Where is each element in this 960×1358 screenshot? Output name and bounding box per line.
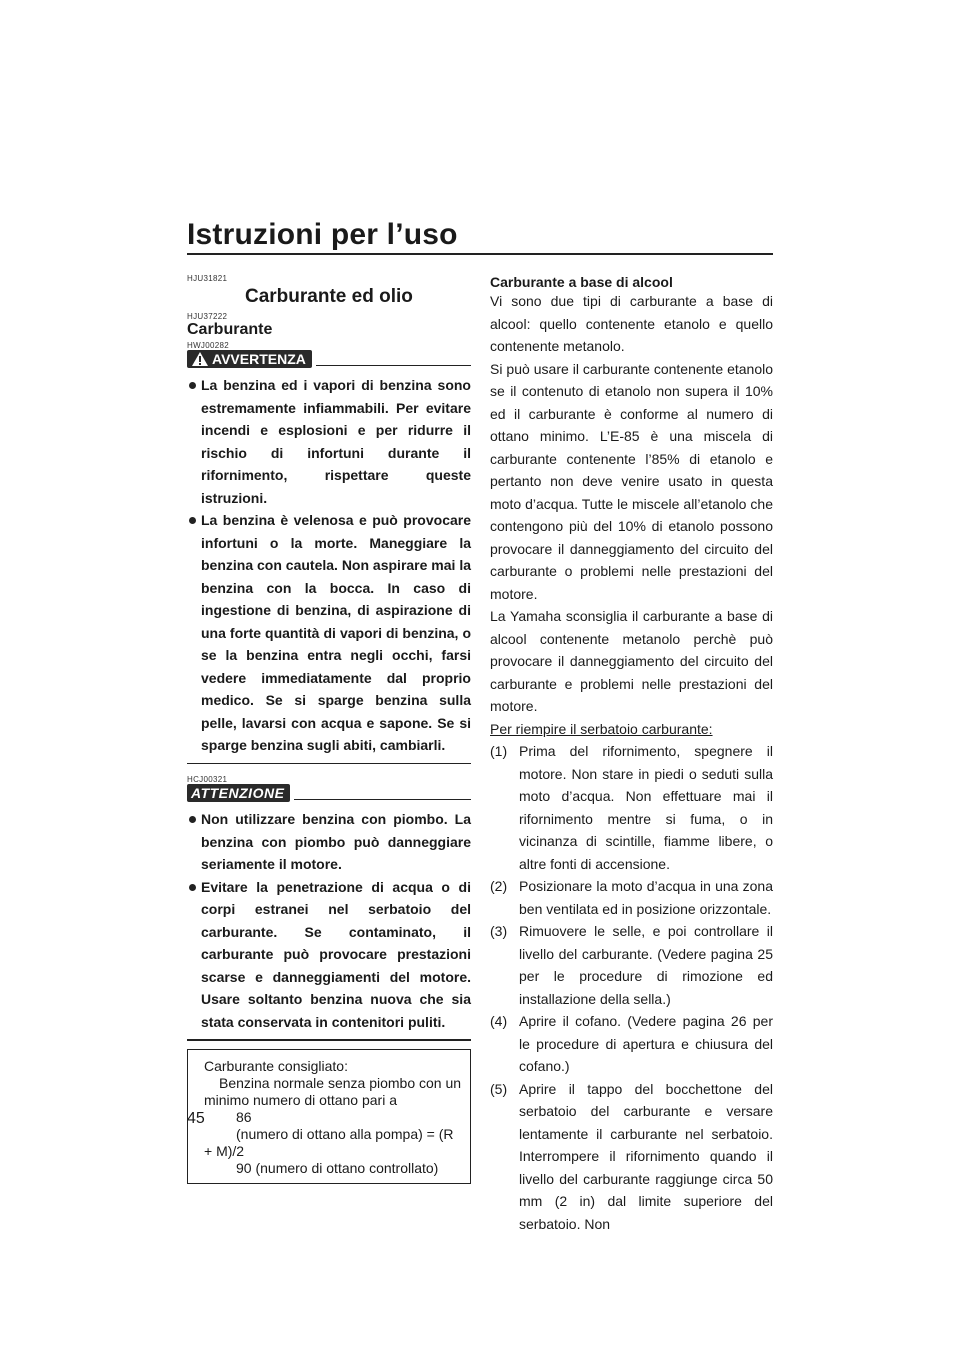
step-number: (5) <box>490 1080 508 1097</box>
step-item <box>490 920 773 1010</box>
section-code: HJU31821 <box>187 274 228 283</box>
step-item <box>490 740 773 875</box>
paragraph: Si può usare il carburante contenente etanolo se il contenuto di etanolo non supera il 10% ed il carburante è conforme al numero di ottano minimo. L’E-85 è una miscela di carburante contenente l’85% di etanolo e pertanto non deve venire usato in questa moto d’acqua. Tutte le miscele all’etanolo che contengono più del 10% di etanolo possono provocare il danneggiamento del circuito del carburante o problemi nelle prestazioni del motore. <box>490 360 773 602</box>
step-text: Aprire il tappo del bocchettone del serbatoio del carburante e versare lentamente il carburante nel serbatoio. Interrompere il rifornimento quando il livello del carburante raggiunge circa 50 mm (2 in) dal limite superiore del serbatoio. Non <box>519 1080 773 1232</box>
fuel-spec-box <box>187 1049 471 1184</box>
header-rule <box>187 253 773 255</box>
fill-tank-heading: Per riempire il serbatoio carburante: <box>490 720 713 737</box>
step-number: (4) <box>490 1013 508 1029</box>
caution-list <box>187 808 471 1033</box>
page-number: 45 <box>187 1110 205 1127</box>
step-text: Aprire il cofano. (Vedere pagina 26 per le procedure di apertura e chiusura del cofano.) <box>519 1013 773 1074</box>
step-number: (1) <box>490 743 508 759</box>
spec-line: (numero di ottano alla pompa) = (R <box>236 1125 454 1142</box>
caution-header-line <box>294 799 471 801</box>
step-item <box>490 1010 773 1078</box>
spec-line: 86 <box>236 1108 252 1125</box>
spec-line: + M)/2 <box>204 1142 245 1159</box>
warning-item: La benzina ed i vapori di benzina sono estremamente infiammabili. Per evitare incendi e esplosioni e per ridurre il rischio di infortuni durante il rifornimento, rispettare queste istruzioni. <box>187 374 471 509</box>
step-number: (2) <box>490 878 508 894</box>
step-item <box>490 875 773 920</box>
warning-label-text: AVVERTENZA <box>212 351 306 367</box>
warning-code: HWJ00282 <box>187 341 229 350</box>
subsection-title: Carburante <box>187 321 273 338</box>
subsection-code: HJU37222 <box>187 312 228 321</box>
spec-line: minimo numero di ottano pari a <box>204 1091 397 1108</box>
fill-steps-list <box>490 740 773 1235</box>
paragraph: La Yamaha sconsiglia il carburante a base di alcool contenente metanolo perchè può provocare il danneggiamento del circuito del carburante e problemi nelle prestazioni del motore. <box>490 608 773 714</box>
step-number: (3) <box>490 923 508 939</box>
warning-bottom-rule <box>187 763 471 765</box>
step-text: Posizionare la moto d’acqua in una zona ben ventilata ed in posizione orizzontale. <box>519 878 773 917</box>
caution-label: ATTENZIONE <box>187 784 290 802</box>
warning-box <box>187 341 471 764</box>
step-item <box>490 1078 773 1236</box>
caution-item: Evitare la penetrazione di acqua o di corpi estranei nel serbatoio del carburante. Se contaminato, il carburante può provocare prestazioni scarse e danneggiamenti del motore. Usare soltanto benzina nuova che sia stata conservata in contenitori puliti. <box>187 876 471 1034</box>
page-header-title: Istruzioni per l’uso <box>187 218 458 251</box>
warning-header-line <box>316 365 471 367</box>
step-text: Prima del rifornimento, spegnere il motore. Non stare in piedi o seduti sulla moto d’acqua. Non effettuare mai il rifornimento mentre si fuma, o in vicinanza di scintille, fiamme libere, o altre fonti di accensione. <box>519 743 773 872</box>
alcohol-fuel-heading: Carburante a base di alcool <box>490 274 673 290</box>
warning-list <box>187 374 471 757</box>
right-column <box>490 274 773 1235</box>
warning-triangle-icon <box>191 351 209 367</box>
paragraph: Vi sono due tipi di carburante a base di alcool: quello contenente etanolo e quello contenente metanolo. <box>490 293 773 354</box>
section-title: Carburante ed olio <box>245 286 413 307</box>
caution-code: HCJ00321 <box>187 775 228 784</box>
caution-bottom-rule <box>187 1039 471 1041</box>
step-text: Rimuovere le selle, e poi controllare il livello del carburante. (Vedere pagina 25 per le procedure di rimozione ed installazione della sella.) <box>519 923 773 1007</box>
warning-item: La benzina è velenosa e può provocare infortuni o la morte. Maneggiare la benzina con cautela. Non aspirare mai la benzina con la bocca. In caso di ingestione di benzina, di aspirazione di una forte quantità di vapori di benzina, o se la benzina entra negli occhi, farsi vedere immediatamente dal proprio medico. Se si sparge benzina sulla pelle, lavarsi con acqua e sapone. Se si sparge benzina sugli abiti, cambiarli. <box>187 509 471 757</box>
caution-item: Non utilizzare benzina con piombo. La benzina con piombo può danneggiare seriamente il motore. <box>187 808 471 876</box>
spec-line: Benzina normale senza piombo con un <box>219 1074 462 1091</box>
left-column <box>187 274 471 1184</box>
caution-header <box>187 784 471 802</box>
warning-label <box>187 350 312 368</box>
spec-line: 90 (numero di ottano controllato) <box>236 1159 439 1176</box>
warning-header <box>187 350 471 368</box>
caution-box <box>187 775 471 1041</box>
spec-title: Carburante consigliato: <box>204 1057 348 1074</box>
